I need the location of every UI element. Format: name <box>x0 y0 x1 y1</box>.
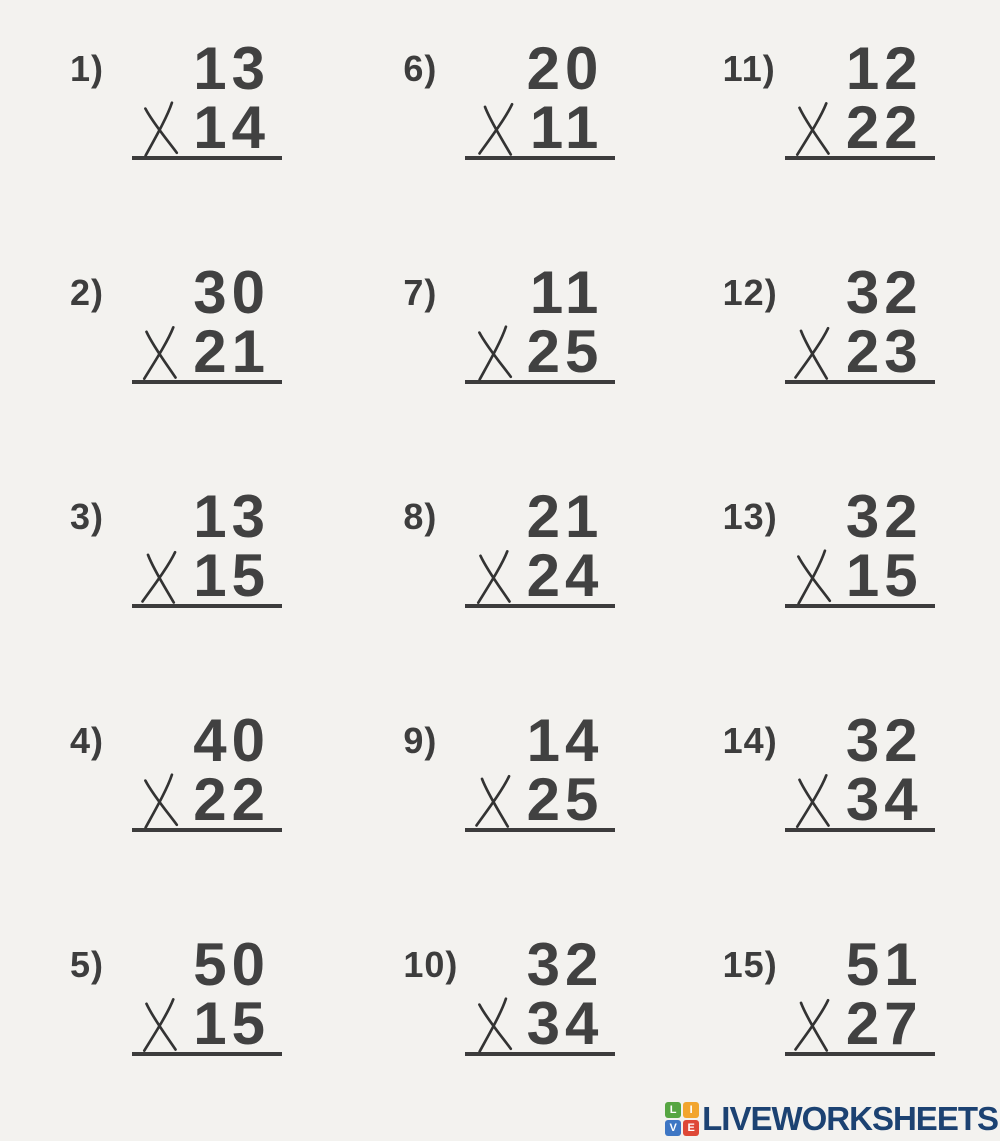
multiply-x-icon <box>788 547 839 607</box>
multiplicand: 32 <box>845 259 923 326</box>
multiplier: 22 <box>193 766 270 834</box>
logo-tile-e: E <box>683 1120 699 1136</box>
multiplication-work <box>785 707 935 916</box>
multiplicand: 20 <box>526 35 604 102</box>
multiplicand: 32 <box>526 931 604 998</box>
multiplicand: 30 <box>193 259 270 326</box>
problem-11 <box>671 20 986 244</box>
problem-2 <box>40 244 355 468</box>
multiplier: 14 <box>193 94 270 162</box>
problem-number-label: 6) <box>403 48 438 89</box>
multiplication-work <box>465 35 615 244</box>
problem-number-label: 1) <box>70 48 105 89</box>
multiplier: 34 <box>526 990 604 1058</box>
multiplicand: 11 <box>529 259 604 326</box>
logo-tile-i: I <box>683 1102 699 1118</box>
problem-number-label: 5) <box>70 944 105 985</box>
multiply-x-icon <box>469 771 521 832</box>
multiplication-work <box>465 931 615 1140</box>
multiplicand: 32 <box>845 707 923 774</box>
problem-12 <box>671 244 986 468</box>
multiplicand: 32 <box>845 483 923 550</box>
multiplication-work <box>785 483 935 692</box>
multiplicand: 21 <box>526 483 604 550</box>
multiplicand: 40 <box>193 707 270 774</box>
multiplicand: 12 <box>845 35 923 102</box>
liveworksheets-wordmark: LIVEWORKSHEETS <box>702 1100 998 1137</box>
multiplier: 25 <box>526 318 604 386</box>
multiplier: 27 <box>845 990 923 1058</box>
multiplier: 25 <box>526 766 604 834</box>
multiply-x-icon <box>790 100 838 158</box>
problem-1 <box>40 20 355 244</box>
multiplication-work <box>132 707 282 916</box>
problem-6 <box>355 20 670 244</box>
multiplicand: 13 <box>193 483 270 550</box>
problem-13 <box>671 468 986 692</box>
liveworksheets-logo[interactable] <box>665 1100 998 1138</box>
problem-14 <box>671 692 986 916</box>
multiply-x-icon <box>790 772 838 830</box>
multiply-x-icon <box>137 324 185 382</box>
problem-number-label: 9) <box>403 720 438 761</box>
multiplicand: 51 <box>845 931 923 998</box>
multiply-x-icon <box>135 547 187 608</box>
answer-line <box>132 1052 282 1056</box>
multiplier: 22 <box>845 94 923 162</box>
multiply-x-icon <box>472 99 524 160</box>
problem-number-label: 13) <box>722 496 778 537</box>
answer-line <box>132 380 282 384</box>
multiplier: 15 <box>193 542 270 610</box>
logo-tile-l: L <box>665 1102 681 1118</box>
multiplication-work <box>785 259 935 468</box>
multiplier: 34 <box>845 766 923 834</box>
multiplicand: 14 <box>526 707 604 774</box>
problem-number-label: 2) <box>70 272 105 313</box>
multiply-x-icon <box>788 995 840 1056</box>
problem-number-label: 10) <box>403 944 459 985</box>
problem-10 <box>355 916 670 1140</box>
multiplication-work <box>465 259 615 468</box>
problem-number-label: 4) <box>70 720 105 761</box>
problem-9 <box>355 692 670 916</box>
multiplication-work <box>132 35 282 244</box>
multiplication-work <box>785 35 935 244</box>
answer-line <box>465 604 615 608</box>
problem-4 <box>40 692 355 916</box>
problem-number-label: 8) <box>403 496 438 537</box>
problem-8 <box>355 468 670 692</box>
multiplier: 23 <box>845 318 923 386</box>
problem-5 <box>40 916 355 1140</box>
multiplier: 15 <box>193 990 270 1058</box>
multiplicand: 13 <box>193 35 270 102</box>
liveworksheets-tiles-icon <box>665 1102 699 1136</box>
multiplier: 15 <box>845 542 923 610</box>
multiply-x-icon <box>788 323 840 384</box>
multiply-x-icon <box>137 996 185 1054</box>
multiplication-work <box>465 483 615 692</box>
multiplication-work <box>465 707 615 916</box>
multiply-x-icon <box>469 323 520 383</box>
multiply-x-icon <box>471 548 519 606</box>
multiplicand: 50 <box>193 931 270 998</box>
multiplication-work <box>132 483 282 692</box>
answer-line <box>785 156 935 160</box>
problem-number-label: 15) <box>722 944 778 985</box>
multiply-x-icon <box>136 99 187 159</box>
multiplier: 24 <box>526 542 604 610</box>
multiplication-work <box>132 259 282 468</box>
multiplier: 21 <box>193 318 270 386</box>
multiplier: 11 <box>529 94 604 162</box>
multiply-x-icon <box>136 771 187 831</box>
problem-number-label: 14) <box>722 720 778 761</box>
multiplication-work <box>132 931 282 1140</box>
problem-7 <box>355 244 670 468</box>
problem-number-label: 3) <box>70 496 105 537</box>
multiply-x-icon <box>469 995 520 1055</box>
logo-tile-v: V <box>665 1120 681 1136</box>
problem-3 <box>40 468 355 692</box>
problem-number-label: 7) <box>403 272 438 313</box>
answer-line <box>785 828 935 832</box>
problem-number-label: 12) <box>722 272 778 313</box>
problem-number-label: 11) <box>722 48 776 89</box>
